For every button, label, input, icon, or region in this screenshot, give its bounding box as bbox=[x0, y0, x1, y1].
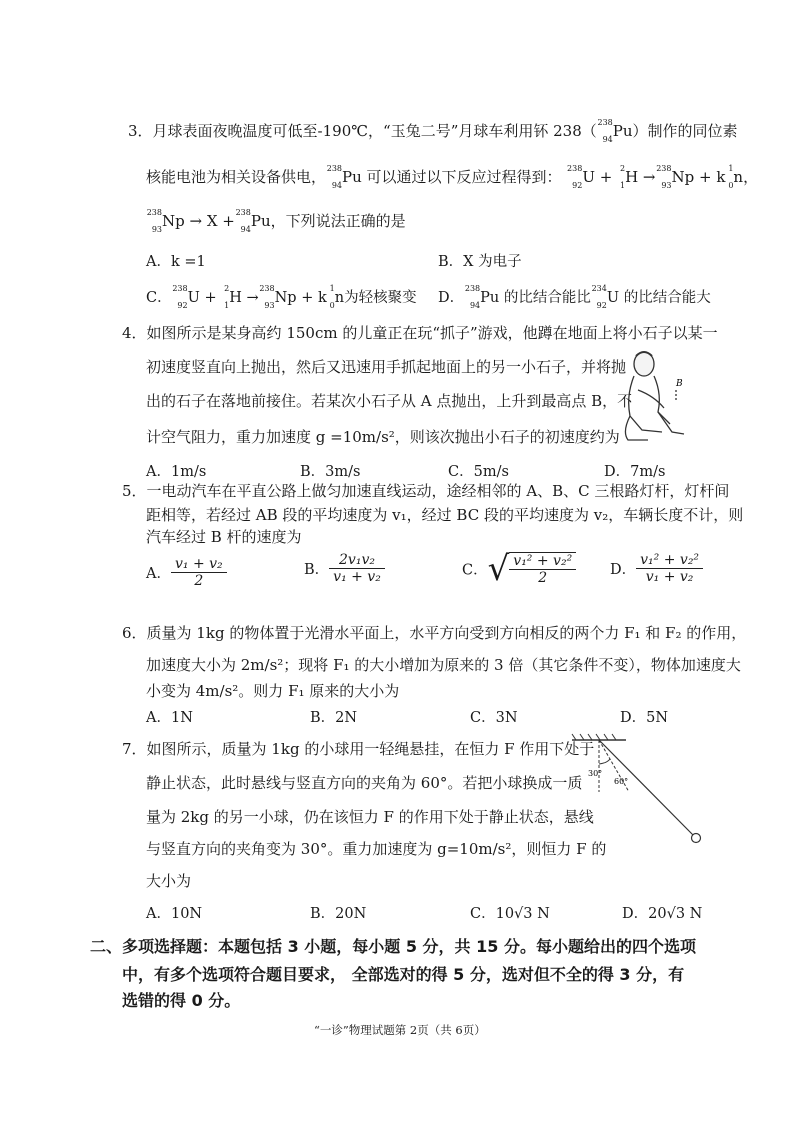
q5-option-d: D． $\frac{\text{v₁² + v₂²}}{\text{v₁ + v₂}}$ bbox=[610, 552, 703, 585]
q5-line3: 汽车经过 B 杆的速度为 bbox=[146, 528, 302, 546]
q4-line2: 初速度竖直向上抛出，然后又迅速用手抓起地面上的另一小石子，并将抛 bbox=[146, 358, 627, 376]
q6-option-c: C．3N bbox=[470, 710, 518, 726]
reaction-equation-1: 238 92 U + 2 1 H → 238 93 Np + k 1 0 n， bbox=[567, 164, 759, 190]
q7-line2: 静止状态，此时悬线与竖直方向的夹角为 60°。若把小球换成一质 bbox=[146, 774, 583, 792]
q5-option-a: A． $\frac{\text{v₁ + v₂}}{2}$ bbox=[146, 556, 227, 589]
q4-line3: 出的石子在落地前接住。若某次小石子从 A 点抛出，上升到最高点 B，不 bbox=[146, 392, 633, 410]
q6-line3: 小变为 4m/s²。则力 F₁ 原来的大小为 bbox=[146, 682, 400, 700]
q3-option-d: D． 238 94 Pu 的比结合能比 234 92 U 的比结合能大 bbox=[438, 284, 711, 310]
sqrt-sign: √ bbox=[487, 549, 510, 589]
q4-line4: 计空气阻力，重力加速度 g =10m/s²，则该次抛出小石子的初速度约为 bbox=[146, 428, 620, 446]
angle-60-label: 60° bbox=[614, 777, 629, 786]
reaction-equation-2: 238 93 Np → X + 238 94 Pu bbox=[146, 208, 271, 234]
q7-option-d: D．20√3 N bbox=[622, 906, 703, 922]
q7-option-b: B．20N bbox=[310, 906, 367, 922]
q6-option-d: D．5N bbox=[620, 710, 669, 726]
q5-line1: 5．一电动汽车在平直公路上做匀加速直线运动，途经相邻的 A、B、C 三根路灯杆，灯杆间 bbox=[122, 482, 730, 500]
q6-option-a: A．1N bbox=[146, 710, 193, 726]
q3-option-b: B．X 为电子 bbox=[438, 254, 522, 270]
page-footer: “一诊”物理试题第 2页（共 6页） bbox=[314, 1023, 486, 1037]
q7-line4: 与竖直方向的夹角变为 30°。重力加速度为 g=10m/s²，则恒力 F 的 bbox=[146, 840, 607, 858]
pendulum-figure bbox=[566, 732, 706, 852]
q6-line2: 加速度大小为 2m/s²；现将 F₁ 的大小增加为原来的 3 倍（其它条件不变），物体加速度大 bbox=[146, 656, 741, 674]
q7-option-c: C．10√3 N bbox=[470, 906, 550, 922]
q7-line1: 7．如图所示，质量为 1kg 的小球用一轻绳悬挂，在恒力 F 作用下处于 bbox=[122, 740, 595, 758]
q5-option-c: C．√ $\frac{\text{v₁² + v₂²}}{2}$ bbox=[462, 552, 576, 586]
q6-line1: 6．质量为 1kg 的物体置于光滑水平面上，水平方向受到方向相反的两个力 F₁ 和 F₂ 的作用， bbox=[122, 624, 747, 642]
section2-line1: 二、多项选择题：本题包括 3 小题，每小题 5 分，共 15 分。每小题给出的四个选项 bbox=[90, 937, 696, 956]
q3-line1: 3．月球表面夜晚温度可低至-190℃，“玉兔二号”月球车利用钚 238（ 238 94 Pu）制作的同位素 bbox=[128, 118, 738, 144]
q5-option-b: B． $\frac{\text{2v₁v₂}}{\text{v₁ + v₂}}$ bbox=[304, 552, 385, 585]
q5-line2: 距相等，若经过 AB 段的平均速度为 v₁，经过 BC 段的平均速度为 v₂，车辆长度不计，则 bbox=[146, 506, 744, 524]
point-b-label: B bbox=[676, 379, 683, 389]
q7-option-a: A．10N bbox=[146, 906, 203, 922]
q3-option-c: C． 238 92 U + 2 1 H → 238 93 Np + k 1 0 n为轻核聚变 bbox=[146, 284, 417, 310]
q7-line5: 大小为 bbox=[146, 872, 192, 890]
q3-line3: 238 93 Np → X + 238 94 Pu，下列说法正确的是 bbox=[146, 208, 406, 234]
q4-line1: 4．如图所示是某身高约 150cm 的儿童正在玩“抓子”游戏，他蹲在地面上将小石子以某一 bbox=[122, 324, 718, 342]
q4-option-a: A．1m/s bbox=[146, 464, 207, 480]
section2-line3: 选错的得 0 分。 bbox=[122, 991, 241, 1010]
angle-30-label: 30° bbox=[588, 769, 603, 778]
q4-option-c: C．5m/s bbox=[448, 464, 509, 480]
q7-line3: 量为 2kg 的另一小球，仍在该恒力 F 的作用下处于静止状态，悬线 bbox=[146, 808, 594, 826]
pu-nuclide: 238 94 bbox=[597, 118, 613, 144]
section2-line2: 中，有多个选项符合题目要求， 全部选对的得 5 分，选对但不全的得 3 分，有 bbox=[122, 965, 685, 984]
q4-option-b: B．3m/s bbox=[300, 464, 361, 480]
q6-option-b: B．2N bbox=[310, 710, 358, 726]
q4-option-d: D．7m/s bbox=[604, 464, 666, 480]
q3-option-a: A．k =1 bbox=[146, 254, 206, 270]
child-playing-figure bbox=[614, 346, 694, 446]
q3-line2: 核能电池为相关设备供电， 238 94 Pu 可以通过以下反应过程得到： 238 92 U + 2 1 H → 238 93 Np + k 1 0 n， bbox=[146, 164, 759, 190]
